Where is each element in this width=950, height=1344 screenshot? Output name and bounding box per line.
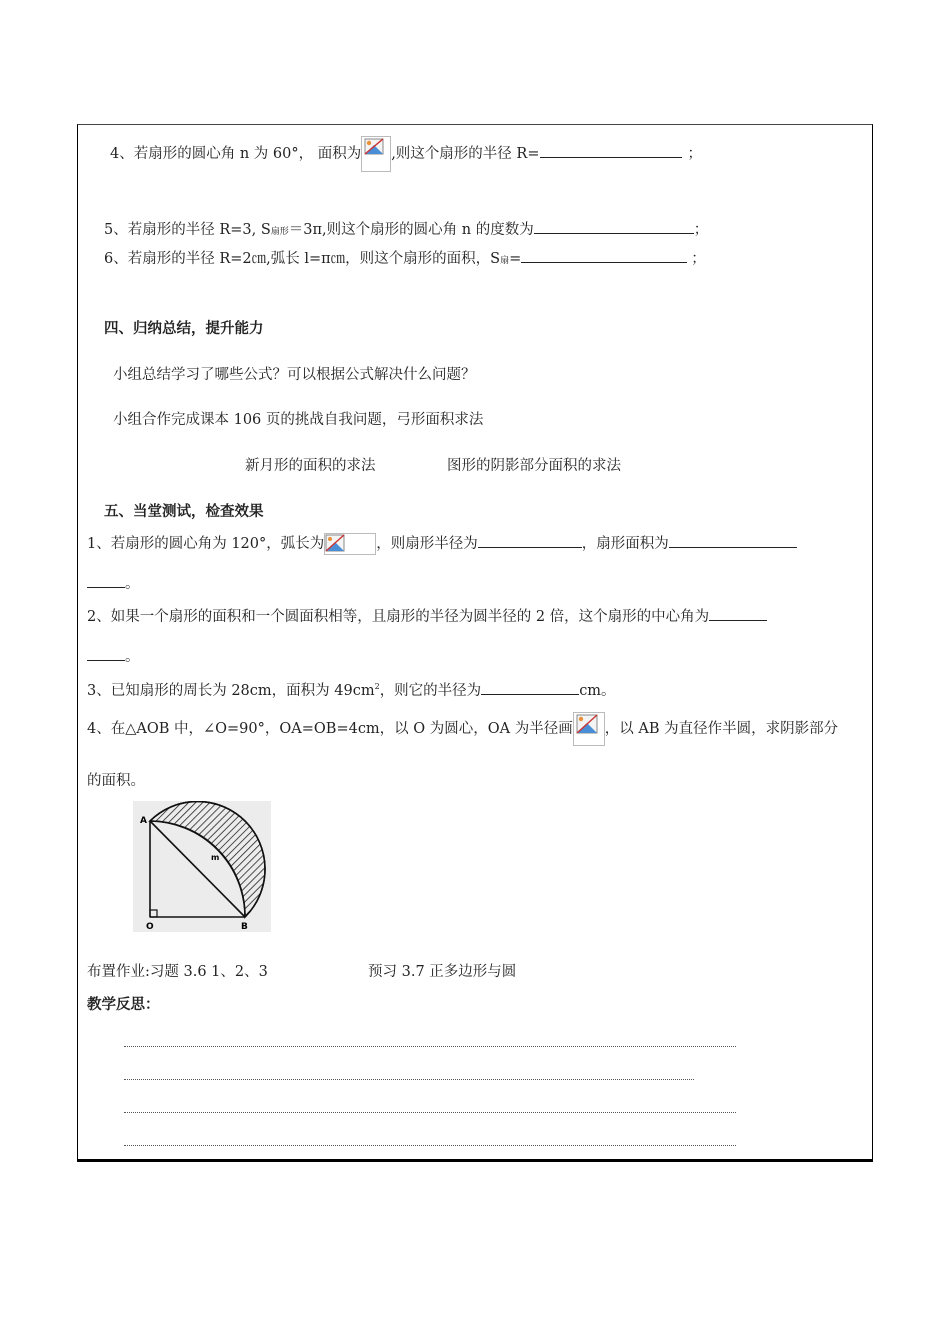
test-question-3 xyxy=(87,677,616,701)
test-question-4-cont: 的面积。 xyxy=(87,773,145,789)
test-question-2 xyxy=(87,606,767,627)
t2-answer-blank-cont[interactable] xyxy=(87,646,125,661)
q4-end: ； xyxy=(687,146,702,162)
label-o: O xyxy=(146,922,154,932)
q6-text-2: = xyxy=(509,251,522,267)
q5-answer-blank[interactable] xyxy=(534,219,694,234)
reflection-line-2[interactable] xyxy=(124,1079,694,1080)
q5-subscript: 扇形 xyxy=(270,227,289,237)
test-question-4 xyxy=(87,712,838,746)
label-m: m xyxy=(211,853,220,862)
geometry-figure xyxy=(133,801,271,932)
homework-text: 布置作业:习题 3.6 1、2、3 xyxy=(87,964,268,980)
q6-end: ； xyxy=(691,251,706,267)
t2-answer-blank[interactable] xyxy=(709,606,767,621)
t3-end: cm。 xyxy=(579,682,616,699)
q6-answer-blank[interactable] xyxy=(521,248,687,263)
q4-text: 4、若扇形的圆心角 n 为 60°， 面积为 xyxy=(110,146,362,162)
section-5-heading: 五、当堂测试，检查效果 xyxy=(104,504,264,520)
summary-line-1: 小组总结学习了哪些公式？可以根据公式解决什么问题？ xyxy=(113,367,476,383)
broken-image-icon xyxy=(324,533,376,555)
figure-svg xyxy=(133,801,271,932)
t1-radius-blank[interactable] xyxy=(478,533,582,548)
q6-subscript: 扇 xyxy=(500,256,510,266)
summary-line-3a: 新月形的面积的求法 xyxy=(245,458,376,474)
summary-line-2: 小组合作完成课本 106 页的挑战自我问题，弓形面积求法 xyxy=(113,412,484,428)
t1-text-3: ，扇形面积为 xyxy=(581,536,669,552)
q5-text: 5、若扇形的半径 R=3, S xyxy=(104,222,271,238)
t4-text: 4、在△AOB 中，∠O=90°，OA=OB=4cm，以 O 为圆心，OA 为半径画 xyxy=(87,721,573,737)
reflection-line-3[interactable] xyxy=(124,1112,736,1113)
t1-area-blank[interactable] xyxy=(669,533,797,548)
test-question-1-cont xyxy=(87,573,140,594)
t2-text: 2、如果一个扇形的面积和一个圆面积相等，且扇形的半径为圆半径的 2 倍，这个扇形的中心角为 xyxy=(87,609,710,625)
t4-text-2: ，以 AB 为直径作半圆，求阴影部分 xyxy=(604,721,839,737)
summary-line-3b: 图形的阴影部分面积的求法 xyxy=(447,458,621,474)
section-4-heading: 四、归纳总结，提升能力 xyxy=(104,321,264,337)
q5-end: ； xyxy=(693,222,709,238)
q4-text-2: ,则这个扇形的半径 R= xyxy=(391,146,540,162)
t3-text-2: ，则它的半径为 xyxy=(379,682,482,699)
q6-text: 6、若扇形的半径 R=2㎝,弧长 l=π㎝，则这个扇形的面积，S xyxy=(104,251,501,267)
t2-end: 。 xyxy=(125,649,140,665)
test-question-2-cont xyxy=(87,646,140,667)
t1-text-2: ，则扇形半径为 xyxy=(376,536,478,552)
question-5 xyxy=(104,219,708,242)
label-a: A xyxy=(140,816,147,826)
reflection-heading: 教学反思： xyxy=(87,997,160,1013)
t3-superscript: 2 xyxy=(374,682,380,691)
t3-text: 3、已知扇形的周长为 28cm，面积为 49cm xyxy=(87,682,375,699)
label-b: B xyxy=(241,922,248,932)
reflection-line-4[interactable] xyxy=(124,1145,736,1146)
broken-image-icon xyxy=(361,136,391,172)
homework-preview: 预习 3.7 正多边形与圆 xyxy=(368,964,517,980)
t1-end: 。 xyxy=(125,576,140,592)
q4-answer-blank[interactable] xyxy=(540,143,682,158)
t1-area-blank-cont[interactable] xyxy=(87,573,125,588)
test-question-1 xyxy=(87,533,797,555)
question-6 xyxy=(104,248,706,271)
reflection-line-1[interactable] xyxy=(124,1046,736,1047)
question-4 xyxy=(110,136,702,172)
broken-image-icon xyxy=(573,712,605,746)
t1-text: 1、若扇形的圆心角为 120°，弧长为 xyxy=(87,536,325,552)
t3-answer-blank[interactable] xyxy=(481,680,579,695)
worksheet-frame xyxy=(77,124,873,1162)
q5-text-2: ＝3π,则这个扇形的圆心角 n 的度数为 xyxy=(288,222,534,238)
